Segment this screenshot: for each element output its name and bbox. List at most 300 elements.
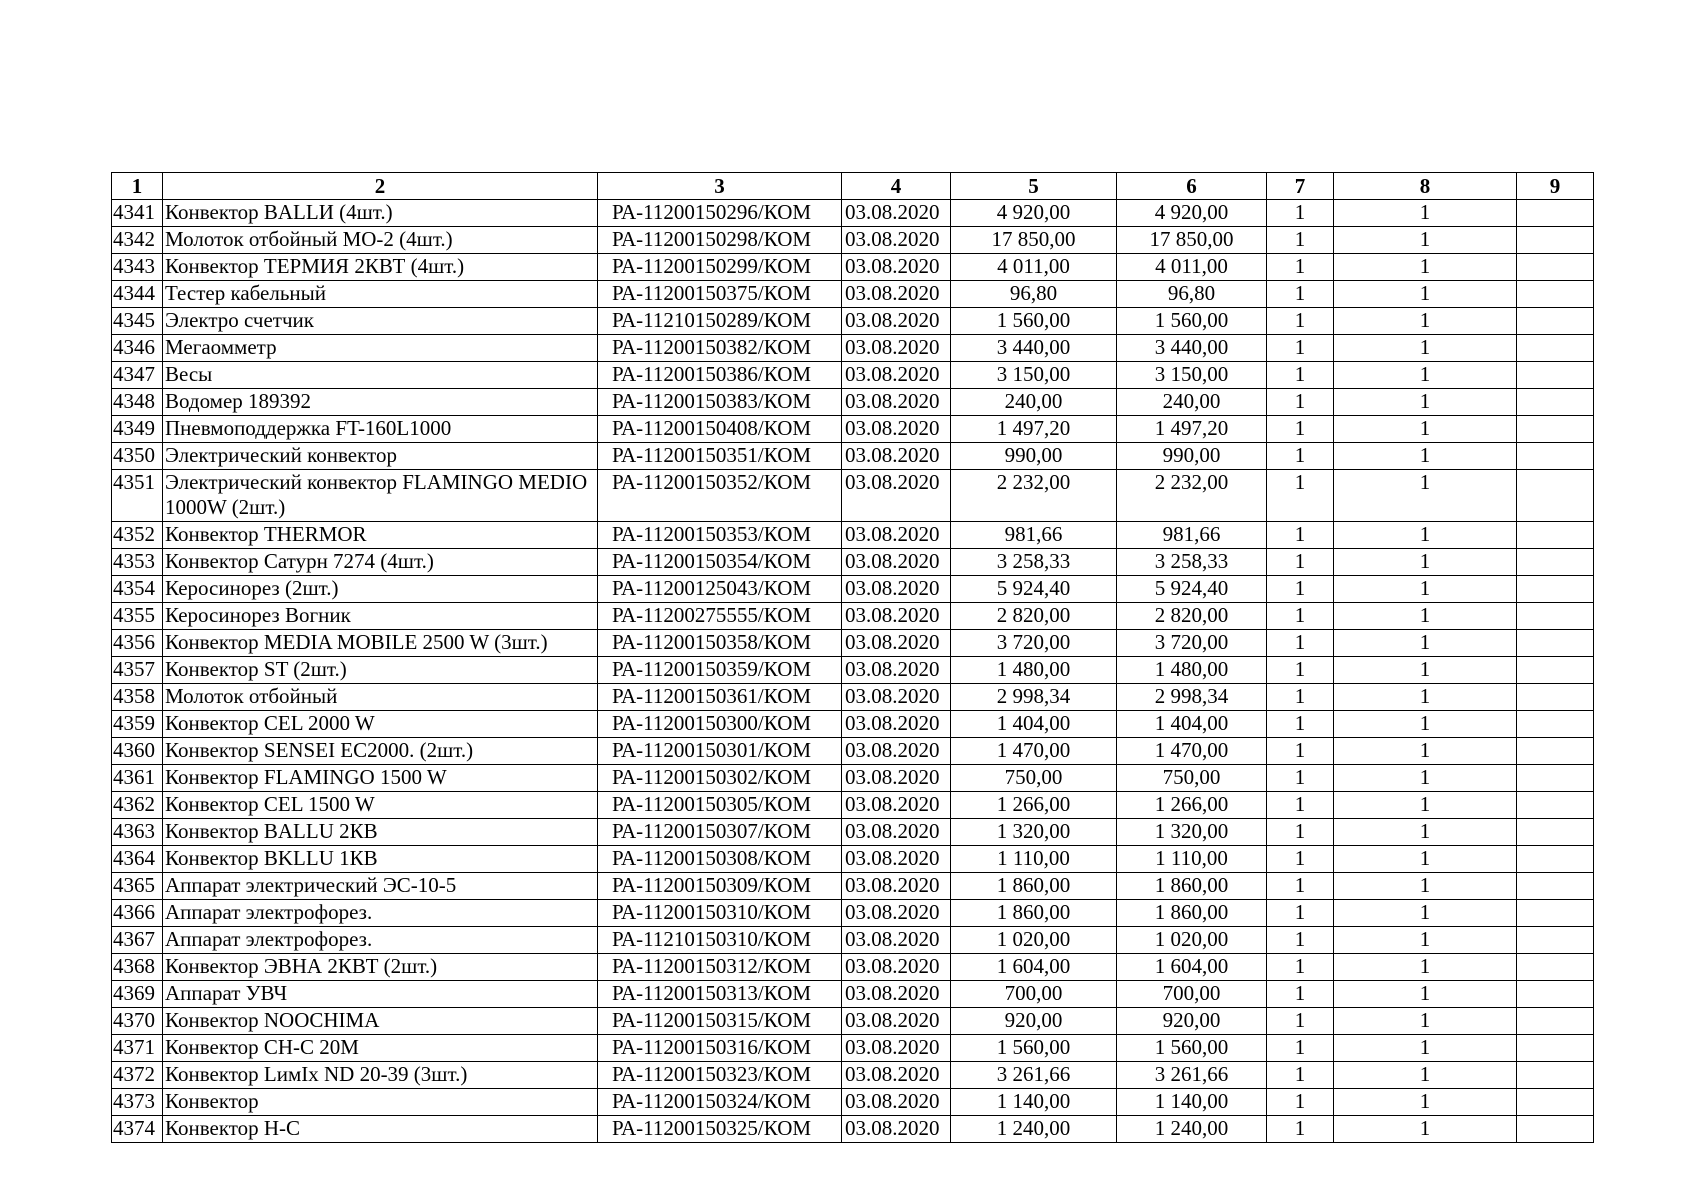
cell-count: 1 xyxy=(1334,389,1517,416)
cell-count: 1 xyxy=(1334,254,1517,281)
cell-inventory-code: РА-11200150316/КОМ xyxy=(598,1035,842,1062)
cell-quantity: 1 xyxy=(1267,1035,1334,1062)
cell-row-number: 4361 xyxy=(112,765,163,792)
cell-item-name: Тестер кабельный xyxy=(163,281,598,308)
cell-date: 03.08.2020 xyxy=(842,1116,951,1143)
cell-count: 1 xyxy=(1334,657,1517,684)
cell-row-number: 4351 xyxy=(112,470,163,522)
cell-note xyxy=(1517,335,1594,362)
table-row xyxy=(112,1089,1594,1116)
cell-date: 03.08.2020 xyxy=(842,335,951,362)
cell-inventory-code: РА-11210150310/КОМ xyxy=(598,927,842,954)
cell-balance: 4 011,00 xyxy=(1117,254,1267,281)
cell-quantity: 1 xyxy=(1267,981,1334,1008)
cell-balance: 1 320,00 xyxy=(1117,819,1267,846)
cell-item-name: Конвектор ЭВНА 2КВТ (2шт.) xyxy=(163,954,598,981)
cell-note xyxy=(1517,200,1594,227)
cell-balance: 1 497,20 xyxy=(1117,416,1267,443)
cell-item-name: Конвектор H-C xyxy=(163,1116,598,1143)
cell-amount: 1 110,00 xyxy=(951,846,1117,873)
cell-row-number: 4356 xyxy=(112,630,163,657)
cell-amount: 1 560,00 xyxy=(951,1035,1117,1062)
cell-row-number: 4345 xyxy=(112,308,163,335)
cell-inventory-code: РА-11200150354/КОМ xyxy=(598,549,842,576)
cell-item-name: Молоток отбойный xyxy=(163,684,598,711)
cell-inventory-code: РА-11210150289/КОМ xyxy=(598,308,842,335)
cell-inventory-code: РА-11200150353/КОМ xyxy=(598,522,842,549)
cell-amount: 1 604,00 xyxy=(951,954,1117,981)
cell-note xyxy=(1517,362,1594,389)
cell-quantity: 1 xyxy=(1267,900,1334,927)
cell-date: 03.08.2020 xyxy=(842,954,951,981)
cell-balance: 2 998,34 xyxy=(1117,684,1267,711)
cell-amount: 1 470,00 xyxy=(951,738,1117,765)
cell-note xyxy=(1517,254,1594,281)
cell-count: 1 xyxy=(1334,1089,1517,1116)
table-header-row xyxy=(112,173,1594,200)
cell-quantity: 1 xyxy=(1267,792,1334,819)
cell-count: 1 xyxy=(1334,1008,1517,1035)
cell-count: 1 xyxy=(1334,711,1517,738)
cell-date: 03.08.2020 xyxy=(842,900,951,927)
cell-row-number: 4360 xyxy=(112,738,163,765)
cell-count: 1 xyxy=(1334,873,1517,900)
cell-count: 1 xyxy=(1334,900,1517,927)
cell-date: 03.08.2020 xyxy=(842,389,951,416)
cell-note xyxy=(1517,576,1594,603)
cell-note xyxy=(1517,765,1594,792)
cell-date: 03.08.2020 xyxy=(842,792,951,819)
cell-item-name: Аппарат электрофорез. xyxy=(163,927,598,954)
cell-item-name: Конвектор CH-C 20M xyxy=(163,1035,598,1062)
cell-date: 03.08.2020 xyxy=(842,873,951,900)
cell-item-name: Молоток отбойный МО-2 (4шт.) xyxy=(163,227,598,254)
cell-date: 03.08.2020 xyxy=(842,549,951,576)
cell-quantity: 1 xyxy=(1267,873,1334,900)
table-row xyxy=(112,927,1594,954)
cell-note xyxy=(1517,819,1594,846)
cell-item-name: Конвектор CEL 1500 W xyxy=(163,792,598,819)
cell-count: 1 xyxy=(1334,738,1517,765)
cell-item-name: Пневмоподдержка FT-160L1000 xyxy=(163,416,598,443)
cell-note xyxy=(1517,711,1594,738)
cell-row-number: 4354 xyxy=(112,576,163,603)
cell-amount: 1 404,00 xyxy=(951,711,1117,738)
cell-count: 1 xyxy=(1334,1035,1517,1062)
table-row xyxy=(112,335,1594,362)
table-row xyxy=(112,254,1594,281)
table-row xyxy=(112,711,1594,738)
cell-item-name: Весы xyxy=(163,362,598,389)
cell-quantity: 1 xyxy=(1267,603,1334,630)
table-row xyxy=(112,470,1594,522)
cell-quantity: 1 xyxy=(1267,443,1334,470)
cell-quantity: 1 xyxy=(1267,657,1334,684)
cell-quantity: 1 xyxy=(1267,389,1334,416)
cell-item-name: Конвектор BALLU 2КВ xyxy=(163,819,598,846)
cell-quantity: 1 xyxy=(1267,227,1334,254)
cell-date: 03.08.2020 xyxy=(842,254,951,281)
cell-count: 1 xyxy=(1334,522,1517,549)
cell-amount: 1 140,00 xyxy=(951,1089,1117,1116)
cell-count: 1 xyxy=(1334,819,1517,846)
cell-note xyxy=(1517,657,1594,684)
cell-item-name: Аппарат электрический ЭС-10-5 xyxy=(163,873,598,900)
cell-date: 03.08.2020 xyxy=(842,576,951,603)
cell-note xyxy=(1517,1062,1594,1089)
table-row xyxy=(112,792,1594,819)
cell-balance: 1 020,00 xyxy=(1117,927,1267,954)
cell-row-number: 4362 xyxy=(112,792,163,819)
cell-inventory-code: РА-11200150305/КОМ xyxy=(598,792,842,819)
cell-date: 03.08.2020 xyxy=(842,927,951,954)
cell-balance: 240,00 xyxy=(1117,389,1267,416)
table-row xyxy=(112,657,1594,684)
cell-row-number: 4367 xyxy=(112,927,163,954)
cell-balance: 3 150,00 xyxy=(1117,362,1267,389)
cell-note xyxy=(1517,981,1594,1008)
cell-count: 1 xyxy=(1334,470,1517,522)
cell-balance: 17 850,00 xyxy=(1117,227,1267,254)
table-row xyxy=(112,630,1594,657)
cell-item-name: Электро счетчик xyxy=(163,308,598,335)
cell-amount: 3 261,66 xyxy=(951,1062,1117,1089)
cell-balance: 5 924,40 xyxy=(1117,576,1267,603)
cell-quantity: 1 xyxy=(1267,1116,1334,1143)
cell-note xyxy=(1517,792,1594,819)
cell-item-name: Конвектор Сатурн 7274 (4шт.) xyxy=(163,549,598,576)
cell-note xyxy=(1517,1116,1594,1143)
table-row xyxy=(112,549,1594,576)
cell-inventory-code: РА-11200150358/КОМ xyxy=(598,630,842,657)
cell-inventory-code: РА-11200125043/КОМ xyxy=(598,576,842,603)
cell-row-number: 4357 xyxy=(112,657,163,684)
cell-item-name: Электрический конвектор FLAMINGO MEDIO 1000W (2шт.) xyxy=(163,470,598,522)
cell-quantity: 1 xyxy=(1267,1062,1334,1089)
cell-balance: 1 470,00 xyxy=(1117,738,1267,765)
header-col-6: 6 xyxy=(1117,173,1267,200)
cell-count: 1 xyxy=(1334,630,1517,657)
table-row xyxy=(112,1062,1594,1089)
cell-inventory-code: РА-11200150382/КОМ xyxy=(598,335,842,362)
cell-row-number: 4358 xyxy=(112,684,163,711)
cell-row-number: 4344 xyxy=(112,281,163,308)
cell-quantity: 1 xyxy=(1267,470,1334,522)
cell-note xyxy=(1517,873,1594,900)
cell-quantity: 1 xyxy=(1267,927,1334,954)
header-col-1: 1 xyxy=(112,173,163,200)
cell-item-name: Конвектор SENSEI EC2000. (2шт.) xyxy=(163,738,598,765)
cell-quantity: 1 xyxy=(1267,308,1334,335)
table-row xyxy=(112,684,1594,711)
cell-date: 03.08.2020 xyxy=(842,200,951,227)
cell-date: 03.08.2020 xyxy=(842,1008,951,1035)
cell-balance: 96,80 xyxy=(1117,281,1267,308)
cell-date: 03.08.2020 xyxy=(842,738,951,765)
cell-count: 1 xyxy=(1334,443,1517,470)
cell-amount: 96,80 xyxy=(951,281,1117,308)
cell-row-number: 4342 xyxy=(112,227,163,254)
cell-item-name: Конвектор FLAMINGO 1500 W xyxy=(163,765,598,792)
cell-quantity: 1 xyxy=(1267,522,1334,549)
cell-amount: 3 440,00 xyxy=(951,335,1117,362)
table-row xyxy=(112,308,1594,335)
cell-balance: 3 440,00 xyxy=(1117,335,1267,362)
cell-date: 03.08.2020 xyxy=(842,227,951,254)
cell-amount: 920,00 xyxy=(951,1008,1117,1035)
cell-balance: 1 560,00 xyxy=(1117,308,1267,335)
cell-quantity: 1 xyxy=(1267,765,1334,792)
cell-amount: 700,00 xyxy=(951,981,1117,1008)
cell-count: 1 xyxy=(1334,765,1517,792)
cell-date: 03.08.2020 xyxy=(842,1062,951,1089)
cell-row-number: 4346 xyxy=(112,335,163,362)
cell-note xyxy=(1517,389,1594,416)
cell-inventory-code: РА-11200150386/КОМ xyxy=(598,362,842,389)
table-row xyxy=(112,200,1594,227)
cell-inventory-code: РА-11200150351/КОМ xyxy=(598,443,842,470)
cell-date: 03.08.2020 xyxy=(842,443,951,470)
cell-row-number: 4347 xyxy=(112,362,163,389)
cell-date: 03.08.2020 xyxy=(842,470,951,522)
cell-balance: 920,00 xyxy=(1117,1008,1267,1035)
cell-inventory-code: РА-11200150300/КОМ xyxy=(598,711,842,738)
cell-balance: 1 110,00 xyxy=(1117,846,1267,873)
cell-inventory-code: РА-11200150310/КОМ xyxy=(598,900,842,927)
cell-item-name: Конвектор CEL 2000 W xyxy=(163,711,598,738)
cell-amount: 4 011,00 xyxy=(951,254,1117,281)
table-row xyxy=(112,522,1594,549)
cell-amount: 1 497,20 xyxy=(951,416,1117,443)
cell-row-number: 4349 xyxy=(112,416,163,443)
cell-row-number: 4364 xyxy=(112,846,163,873)
cell-amount: 1 860,00 xyxy=(951,900,1117,927)
cell-inventory-code: РА-11200150323/КОМ xyxy=(598,1062,842,1089)
cell-amount: 17 850,00 xyxy=(951,227,1117,254)
cell-quantity: 1 xyxy=(1267,684,1334,711)
table-row xyxy=(112,873,1594,900)
cell-inventory-code: РА-11200150307/КОМ xyxy=(598,819,842,846)
cell-note xyxy=(1517,738,1594,765)
cell-date: 03.08.2020 xyxy=(842,603,951,630)
cell-item-name: Керосинорез (2шт.) xyxy=(163,576,598,603)
cell-inventory-code: РА-11200150375/КОМ xyxy=(598,281,842,308)
cell-note xyxy=(1517,549,1594,576)
cell-row-number: 4369 xyxy=(112,981,163,1008)
cell-quantity: 1 xyxy=(1267,362,1334,389)
cell-item-name: Конвектор THERMOR xyxy=(163,522,598,549)
cell-inventory-code: РА-11200150309/КОМ xyxy=(598,873,842,900)
cell-count: 1 xyxy=(1334,227,1517,254)
cell-balance: 1 860,00 xyxy=(1117,900,1267,927)
cell-quantity: 1 xyxy=(1267,819,1334,846)
cell-date: 03.08.2020 xyxy=(842,657,951,684)
cell-amount: 1 266,00 xyxy=(951,792,1117,819)
cell-row-number: 4350 xyxy=(112,443,163,470)
cell-row-number: 4365 xyxy=(112,873,163,900)
cell-row-number: 4372 xyxy=(112,1062,163,1089)
table-row xyxy=(112,738,1594,765)
cell-date: 03.08.2020 xyxy=(842,846,951,873)
cell-date: 03.08.2020 xyxy=(842,1035,951,1062)
cell-note xyxy=(1517,1035,1594,1062)
cell-date: 03.08.2020 xyxy=(842,281,951,308)
table-body xyxy=(112,200,1594,1143)
table-row xyxy=(112,416,1594,443)
cell-row-number: 4341 xyxy=(112,200,163,227)
cell-row-number: 4363 xyxy=(112,819,163,846)
table-row xyxy=(112,603,1594,630)
cell-count: 1 xyxy=(1334,335,1517,362)
cell-amount: 750,00 xyxy=(951,765,1117,792)
cell-inventory-code: РА-11200275555/КОМ xyxy=(598,603,842,630)
cell-item-name: Мегаомметр xyxy=(163,335,598,362)
cell-date: 03.08.2020 xyxy=(842,1089,951,1116)
header-col-5: 5 xyxy=(951,173,1117,200)
cell-balance: 1 604,00 xyxy=(1117,954,1267,981)
cell-balance: 1 240,00 xyxy=(1117,1116,1267,1143)
cell-date: 03.08.2020 xyxy=(842,416,951,443)
cell-balance: 990,00 xyxy=(1117,443,1267,470)
cell-date: 03.08.2020 xyxy=(842,522,951,549)
cell-note xyxy=(1517,308,1594,335)
cell-count: 1 xyxy=(1334,684,1517,711)
table-row xyxy=(112,389,1594,416)
cell-item-name: Аппарат электрофорез. xyxy=(163,900,598,927)
cell-quantity: 1 xyxy=(1267,416,1334,443)
inventory-table xyxy=(111,172,1594,1143)
cell-balance: 1 560,00 xyxy=(1117,1035,1267,1062)
table-row xyxy=(112,362,1594,389)
cell-balance: 3 258,33 xyxy=(1117,549,1267,576)
cell-amount: 981,66 xyxy=(951,522,1117,549)
cell-balance: 750,00 xyxy=(1117,765,1267,792)
cell-row-number: 4352 xyxy=(112,522,163,549)
header-col-2: 2 xyxy=(163,173,598,200)
cell-note xyxy=(1517,281,1594,308)
cell-count: 1 xyxy=(1334,1116,1517,1143)
cell-note xyxy=(1517,470,1594,522)
cell-quantity: 1 xyxy=(1267,1008,1334,1035)
cell-amount: 4 920,00 xyxy=(951,200,1117,227)
cell-inventory-code: РА-11200150298/КОМ xyxy=(598,227,842,254)
header-col-9: 9 xyxy=(1517,173,1594,200)
cell-quantity: 1 xyxy=(1267,576,1334,603)
cell-balance: 1 140,00 xyxy=(1117,1089,1267,1116)
cell-note xyxy=(1517,846,1594,873)
cell-quantity: 1 xyxy=(1267,738,1334,765)
cell-amount: 1 020,00 xyxy=(951,927,1117,954)
table-row xyxy=(112,954,1594,981)
cell-inventory-code: РА-11200150315/КОМ xyxy=(598,1008,842,1035)
cell-item-name: Конвектор BALLИ (4шт.) xyxy=(163,200,598,227)
cell-balance: 4 920,00 xyxy=(1117,200,1267,227)
table-row xyxy=(112,1035,1594,1062)
table-row xyxy=(112,443,1594,470)
cell-balance: 981,66 xyxy=(1117,522,1267,549)
cell-amount: 990,00 xyxy=(951,443,1117,470)
cell-inventory-code: РА-11200150324/КОМ xyxy=(598,1089,842,1116)
cell-quantity: 1 xyxy=(1267,254,1334,281)
table-row xyxy=(112,819,1594,846)
cell-inventory-code: РА-11200150302/КОМ xyxy=(598,765,842,792)
cell-row-number: 4366 xyxy=(112,900,163,927)
table-row xyxy=(112,981,1594,1008)
cell-inventory-code: РА-11200150352/КОМ xyxy=(598,470,842,522)
cell-quantity: 1 xyxy=(1267,200,1334,227)
cell-inventory-code: РА-11200150325/КОМ xyxy=(598,1116,842,1143)
table-row xyxy=(112,1116,1594,1143)
cell-date: 03.08.2020 xyxy=(842,630,951,657)
cell-row-number: 4370 xyxy=(112,1008,163,1035)
cell-amount: 1 320,00 xyxy=(951,819,1117,846)
cell-row-number: 4374 xyxy=(112,1116,163,1143)
cell-balance: 1 404,00 xyxy=(1117,711,1267,738)
cell-amount: 1 560,00 xyxy=(951,308,1117,335)
cell-count: 1 xyxy=(1334,846,1517,873)
cell-note xyxy=(1517,1089,1594,1116)
cell-row-number: 4348 xyxy=(112,389,163,416)
cell-date: 03.08.2020 xyxy=(842,981,951,1008)
cell-note xyxy=(1517,684,1594,711)
cell-row-number: 4371 xyxy=(112,1035,163,1062)
cell-balance: 1 860,00 xyxy=(1117,873,1267,900)
table-row xyxy=(112,1008,1594,1035)
table-row xyxy=(112,765,1594,792)
cell-date: 03.08.2020 xyxy=(842,362,951,389)
cell-item-name: Конвектор NOOCHIMA xyxy=(163,1008,598,1035)
table-row xyxy=(112,900,1594,927)
cell-count: 1 xyxy=(1334,603,1517,630)
cell-balance: 1 266,00 xyxy=(1117,792,1267,819)
cell-amount: 2 820,00 xyxy=(951,603,1117,630)
table-row xyxy=(112,576,1594,603)
cell-inventory-code: РА-11200150296/КОМ xyxy=(598,200,842,227)
cell-inventory-code: РА-11200150361/КОМ xyxy=(598,684,842,711)
cell-inventory-code: РА-11200150312/КОМ xyxy=(598,954,842,981)
cell-inventory-code: РА-11200150313/КОМ xyxy=(598,981,842,1008)
cell-count: 1 xyxy=(1334,981,1517,1008)
cell-row-number: 4355 xyxy=(112,603,163,630)
cell-amount: 2 232,00 xyxy=(951,470,1117,522)
cell-row-number: 4359 xyxy=(112,711,163,738)
cell-item-name: Конвектор ST (2шт.) xyxy=(163,657,598,684)
cell-amount: 1 240,00 xyxy=(951,1116,1117,1143)
cell-inventory-code: РА-11200150308/КОМ xyxy=(598,846,842,873)
cell-note xyxy=(1517,900,1594,927)
table-row xyxy=(112,846,1594,873)
cell-amount: 3 258,33 xyxy=(951,549,1117,576)
cell-inventory-code: РА-11200150299/КОМ xyxy=(598,254,842,281)
cell-date: 03.08.2020 xyxy=(842,819,951,846)
cell-amount: 5 924,40 xyxy=(951,576,1117,603)
table-row xyxy=(112,281,1594,308)
cell-note xyxy=(1517,416,1594,443)
cell-date: 03.08.2020 xyxy=(842,711,951,738)
cell-quantity: 1 xyxy=(1267,335,1334,362)
cell-count: 1 xyxy=(1334,200,1517,227)
cell-inventory-code: РА-11200150359/КОМ xyxy=(598,657,842,684)
cell-item-name: Конвектор BKLLU 1КВ xyxy=(163,846,598,873)
table-row xyxy=(112,227,1594,254)
cell-amount: 240,00 xyxy=(951,389,1117,416)
cell-balance: 2 232,00 xyxy=(1117,470,1267,522)
cell-inventory-code: РА-11200150301/КОМ xyxy=(598,738,842,765)
cell-quantity: 1 xyxy=(1267,281,1334,308)
cell-item-name: Керосинорез Вогник xyxy=(163,603,598,630)
cell-count: 1 xyxy=(1334,792,1517,819)
cell-amount: 3 150,00 xyxy=(951,362,1117,389)
